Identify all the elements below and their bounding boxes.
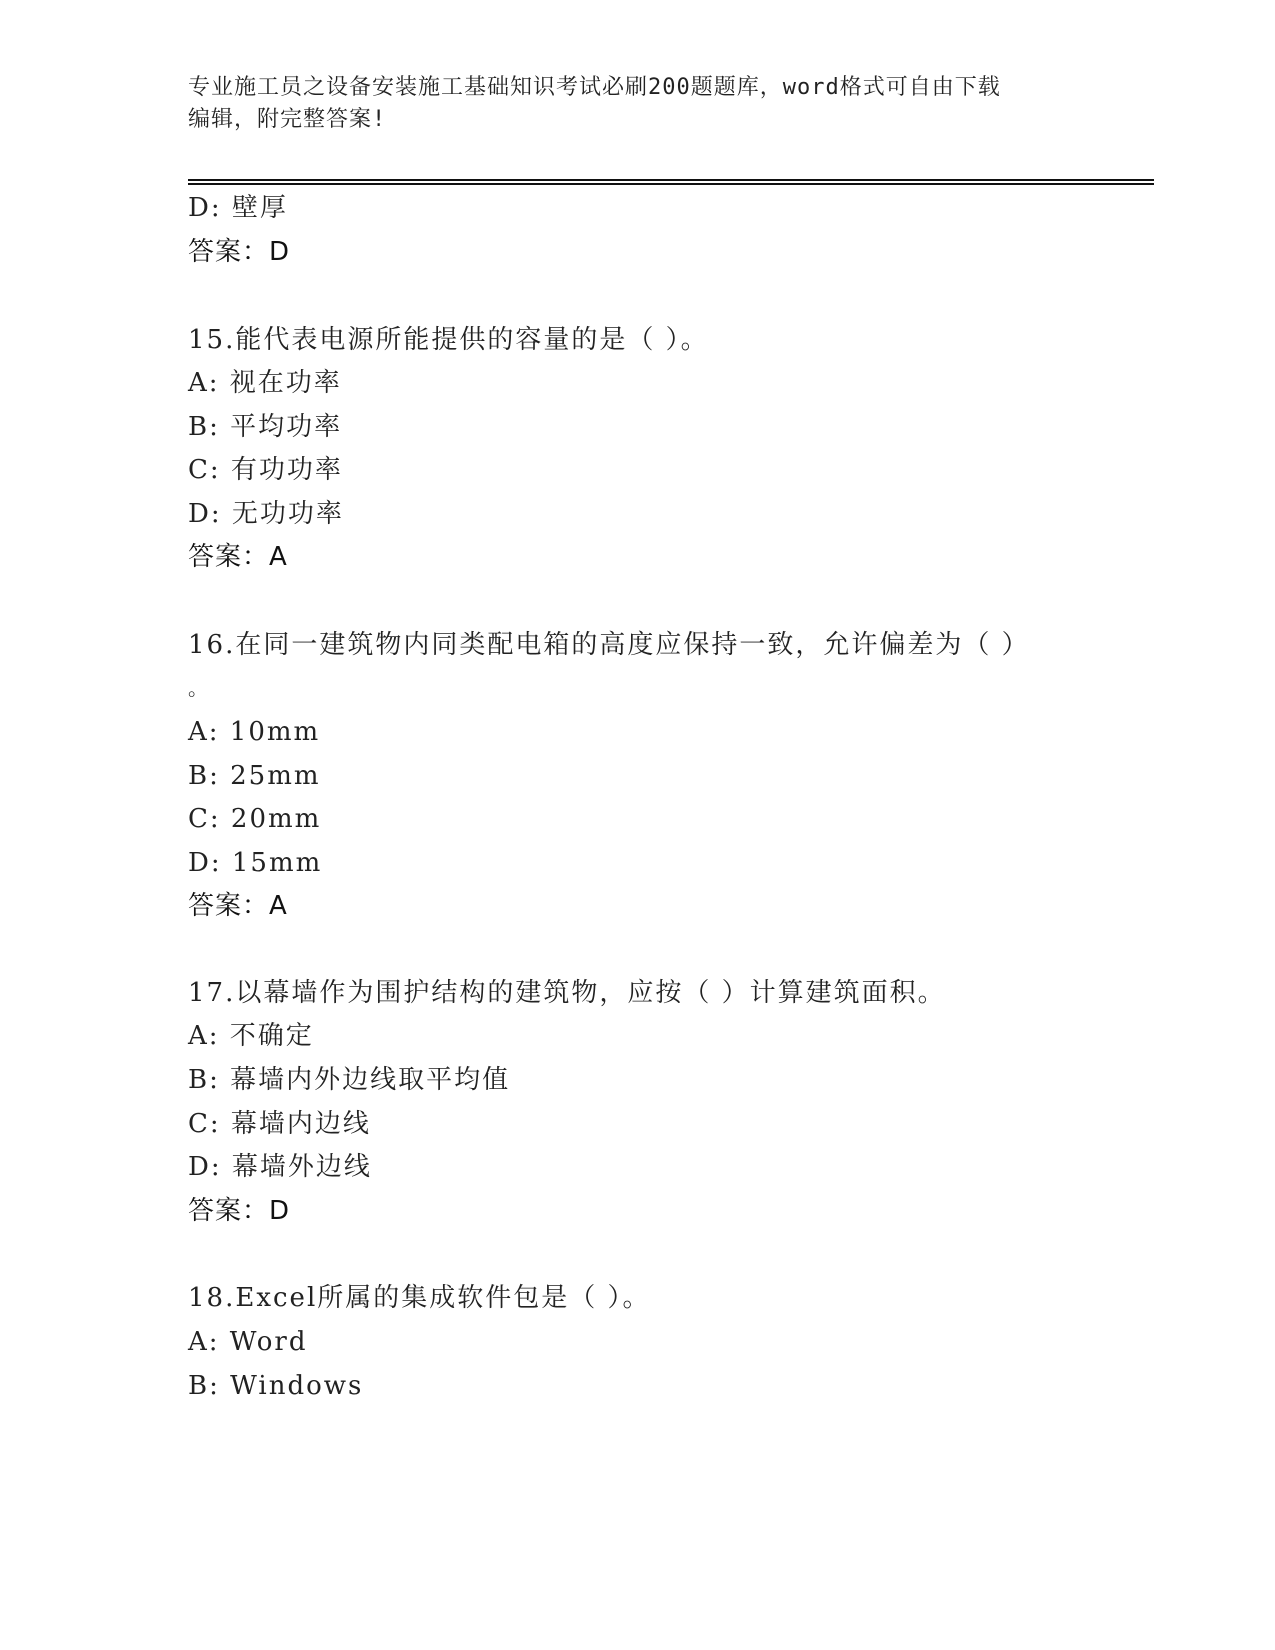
- prev-option-d: D: 壁厚: [188, 193, 288, 223]
- question-16-option-c: C: 20mm: [188, 804, 322, 834]
- header-divider-bottom: [188, 183, 1154, 185]
- question-18-stem: 18.Excel所属的集成软件包是（ ）。: [188, 1283, 651, 1313]
- question-17-option-a: A: 不确定: [188, 1021, 314, 1051]
- question-16-option-d: D: 15mm: [188, 848, 323, 878]
- question-15-option-c: C: 有功功率: [188, 455, 343, 485]
- question-18-option-b: B: Windows: [188, 1371, 364, 1401]
- question-15-answer: 答案：A: [188, 542, 288, 572]
- question-15-option-d: D: 无功功率: [188, 499, 344, 529]
- question-16-option-a: A: 10mm: [188, 717, 321, 747]
- question-16-stem: 16.在同一建筑物内同类配电箱的高度应保持一致，允许偏差为（ ）: [188, 630, 1030, 660]
- document-header: [188, 72, 1088, 136]
- question-15-option-b: B: 平均功率: [188, 412, 343, 442]
- question-17-option-d: D: 幕墙外边线: [188, 1152, 372, 1182]
- question-17-option-b: B: 幕墙内外边线取平均值: [188, 1065, 511, 1095]
- prev-answer: 答案：D: [188, 237, 291, 267]
- question-15-stem: 15.能代表电源所能提供的容量的是（ ）。: [188, 325, 709, 355]
- header-line-1: 专业施工员之设备安装施工基础知识考试必刷200题题库，word格式可自由下载: [188, 75, 1001, 100]
- question-16-option-b: B: 25mm: [188, 761, 321, 791]
- header-line-2: 编辑，附完整答案!: [188, 107, 387, 132]
- question-17-stem: 17.以幕墙作为围护结构的建筑物，应按（ ）计算建筑面积。: [188, 978, 946, 1008]
- question-17-answer: 答案：D: [188, 1196, 291, 1226]
- question-16-stem-continuation: 。: [188, 676, 210, 700]
- question-16-answer: 答案：A: [188, 891, 288, 921]
- header-divider-top: [188, 179, 1154, 181]
- question-18-option-a: A: Word: [188, 1327, 308, 1357]
- question-17-option-c: C: 幕墙内边线: [188, 1109, 371, 1139]
- question-15-option-a: A: 视在功率: [188, 368, 342, 398]
